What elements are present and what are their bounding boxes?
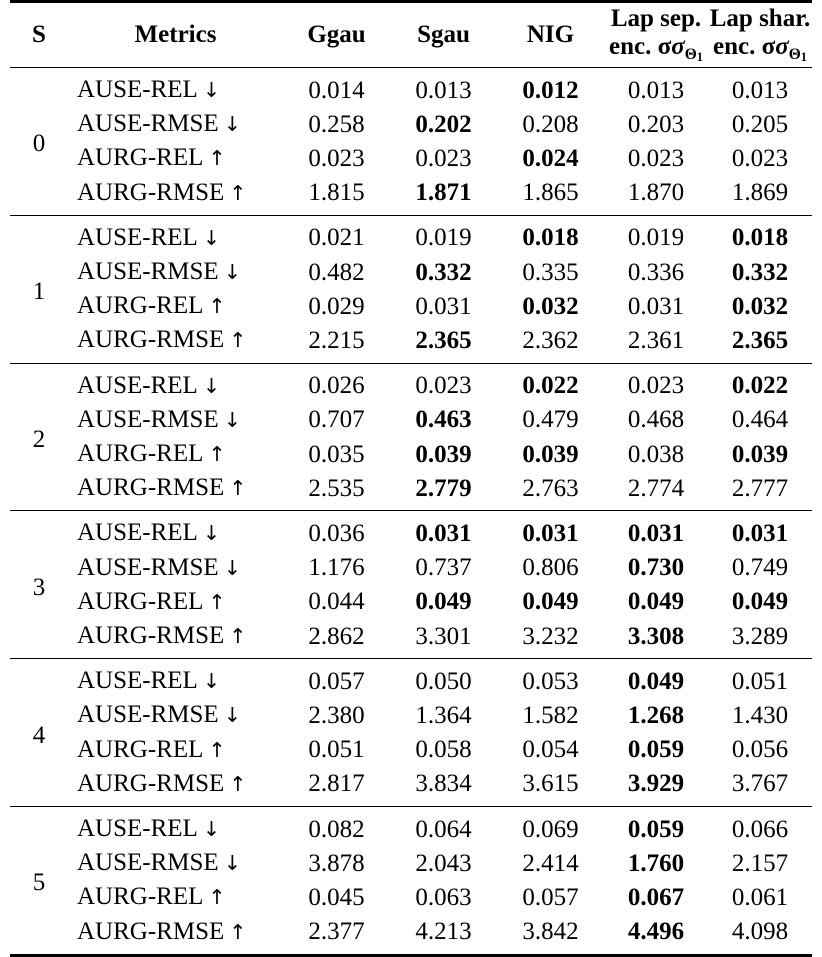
table-row xyxy=(10,364,812,403)
value-cell-sgau: 0.058 xyxy=(415,736,472,764)
value-cell-ggau: 2.215 xyxy=(308,326,365,354)
metric-label: AUSE-REL xyxy=(77,519,198,547)
value-cell-ggau: 0.026 xyxy=(308,372,365,400)
value-cell-ggau: 0.482 xyxy=(308,258,365,286)
metric-name-cell xyxy=(68,846,283,880)
metric-name-cell xyxy=(68,323,283,363)
value-cell-ggau: 2.535 xyxy=(308,474,365,502)
value-cell-ggau: 0.707 xyxy=(308,406,365,434)
column-header-ggau xyxy=(283,3,390,68)
metric-label: AUSE-RMSE xyxy=(77,110,219,138)
value-cell-lap_shar: 0.332 xyxy=(731,258,789,286)
value-cell-nig: 0.053 xyxy=(522,667,579,695)
table-row xyxy=(10,846,812,880)
column-header-lap_shar xyxy=(708,3,812,68)
value-cell-ggau: 0.057 xyxy=(308,667,365,695)
metric-name-cell xyxy=(68,880,283,914)
table-row xyxy=(10,68,812,107)
metric-label: AURG-RMSE xyxy=(77,178,225,206)
value-cell-nig: 0.022 xyxy=(522,372,579,400)
value-cell-lap_sep: 4.496 xyxy=(627,918,685,946)
table-row xyxy=(10,807,812,846)
sigma-symbol: σ xyxy=(775,33,789,61)
value-cell-lap_sep: 0.049 xyxy=(627,667,685,695)
value-cell-lap_sep: 2.361 xyxy=(627,326,685,354)
table-row xyxy=(10,915,812,956)
metric-label: AUSE-REL xyxy=(77,223,198,251)
value-cell-lap_shar: 1.430 xyxy=(731,701,789,729)
value-cell-ggau: 0.036 xyxy=(308,519,365,547)
value-cell-lap_sep: 0.059 xyxy=(627,815,685,843)
value-cell-ggau: 0.044 xyxy=(308,588,365,616)
arrow-down-icon: ↓ xyxy=(223,260,241,285)
column-header-lap_sep xyxy=(604,3,708,68)
value-cell-sgau: 0.031 xyxy=(415,519,472,547)
value-cell-lap_sep: 1.760 xyxy=(627,849,685,877)
value-cell-sgau: 0.063 xyxy=(415,883,472,911)
arrow-down-icon: ↓ xyxy=(202,373,221,398)
metric-label: AURG-RMSE xyxy=(77,474,225,502)
value-cell-ggau: 2.862 xyxy=(308,622,365,650)
value-cell-lap_sep: 1.268 xyxy=(627,701,685,729)
metric-label: AURG-REL xyxy=(77,144,204,172)
sigma-subscript-index: 1 xyxy=(696,49,703,64)
value-cell-lap_sep: 0.023 xyxy=(627,144,685,172)
table-row xyxy=(10,141,812,175)
value-cell-lap_sep: 0.023 xyxy=(627,372,685,400)
value-cell-lap_shar: 2.157 xyxy=(731,849,789,877)
metric-label: AURG-RMSE xyxy=(77,917,225,945)
metric-label: AUSE-RMSE xyxy=(77,553,219,581)
value-cell-nig: 2.763 xyxy=(522,474,579,502)
value-cell-lap_shar: 0.066 xyxy=(731,815,789,843)
value-cell-ggau: 0.035 xyxy=(308,440,365,468)
value-cell-lap_sep: 0.336 xyxy=(627,258,685,286)
severity-level-cell: 5 xyxy=(32,869,46,897)
arrow-up-icon: ↑ xyxy=(208,589,226,614)
value-cell-lap_shar: 4.098 xyxy=(731,918,789,946)
table-row xyxy=(10,255,812,289)
column-header-label: Lap sep. xyxy=(610,5,702,33)
value-cell-nig: 0.049 xyxy=(522,588,579,616)
value-cell-sgau: 3.834 xyxy=(415,770,472,798)
value-cell-nig: 0.208 xyxy=(522,110,579,138)
column-header-sublabel xyxy=(709,33,811,64)
arrow-down-icon: ↓ xyxy=(202,521,221,546)
value-cell-lap_shar: 0.023 xyxy=(731,144,789,172)
severity-level-cell: 2 xyxy=(32,425,46,453)
arrow-up-icon: ↑ xyxy=(229,328,247,353)
value-cell-nig: 0.024 xyxy=(522,144,579,172)
arrow-down-icon: ↓ xyxy=(223,703,241,728)
metric-label: AUSE-RMSE xyxy=(77,849,219,877)
metric-name-cell xyxy=(68,289,283,323)
arrow-up-icon: ↑ xyxy=(229,180,247,205)
value-cell-nig: 0.032 xyxy=(522,292,579,320)
arrow-up-icon: ↑ xyxy=(229,919,247,944)
value-cell-lap_sep: 0.049 xyxy=(627,588,685,616)
table-row xyxy=(10,216,812,255)
arrow-down-icon: ↓ xyxy=(223,112,241,137)
value-cell-sgau: 1.364 xyxy=(415,701,472,729)
column-header-sublabel xyxy=(605,33,707,64)
table-row xyxy=(10,107,812,141)
metric-name-cell xyxy=(68,619,283,659)
metric-name-cell xyxy=(68,107,283,141)
arrow-up-icon: ↑ xyxy=(208,885,226,910)
table-row xyxy=(10,471,812,511)
value-cell-lap_shar: 0.032 xyxy=(731,292,789,320)
value-cell-lap_shar: 0.049 xyxy=(731,588,789,616)
value-cell-sgau: 2.365 xyxy=(415,326,472,354)
metric-label: AUSE-REL xyxy=(77,371,198,399)
column-header-nig xyxy=(497,3,604,68)
value-cell-lap_sep: 0.031 xyxy=(627,519,685,547)
metric-name-cell xyxy=(68,915,283,956)
table-row xyxy=(10,698,812,732)
metric-label: AUSE-REL xyxy=(77,76,198,103)
value-cell-nig: 3.232 xyxy=(522,622,579,650)
value-cell-lap_shar: 2.365 xyxy=(731,326,789,354)
value-cell-lap_shar: 0.013 xyxy=(731,76,789,104)
value-cell-lap_shar: 0.051 xyxy=(731,667,789,695)
value-cell-nig: 1.865 xyxy=(522,179,579,207)
metric-label: AURG-RMSE xyxy=(77,326,225,354)
value-cell-lap_shar: 2.777 xyxy=(731,474,789,502)
metric-name-cell xyxy=(68,68,283,107)
metric-name-cell xyxy=(68,216,283,255)
column-header-label: Sgau xyxy=(417,21,470,48)
metric-label: AUSE-RMSE xyxy=(77,405,219,433)
value-cell-lap_sep: 3.929 xyxy=(627,770,685,798)
arrow-up-icon: ↑ xyxy=(208,294,226,319)
value-cell-sgau: 3.301 xyxy=(415,622,472,650)
metric-label: AUSE-REL xyxy=(77,667,198,695)
value-cell-nig: 0.057 xyxy=(522,883,579,911)
column-header-metrics xyxy=(68,3,283,68)
metric-name-cell xyxy=(68,141,283,175)
column-header-label: Ggau xyxy=(307,21,366,48)
value-cell-lap_shar: 0.749 xyxy=(731,554,789,582)
arrow-down-icon: ↓ xyxy=(202,78,221,102)
arrow-down-icon: ↓ xyxy=(202,225,221,250)
value-cell-lap_sep: 0.203 xyxy=(627,110,685,138)
value-cell-lap_sep: 0.730 xyxy=(627,554,685,582)
value-cell-lap_sep: 0.468 xyxy=(627,406,685,434)
arrow-up-icon: ↑ xyxy=(229,624,247,649)
severity-level-cell: 3 xyxy=(32,573,46,601)
severity-level-cell: 4 xyxy=(32,721,46,749)
value-cell-lap_sep: 0.019 xyxy=(627,224,685,252)
table-row xyxy=(10,585,812,619)
value-cell-sgau: 0.463 xyxy=(415,406,472,434)
metric-label: AURG-REL xyxy=(77,292,204,320)
value-cell-nig: 0.039 xyxy=(522,440,579,468)
column-header-label: Lap shar. xyxy=(709,5,811,33)
metric-name-cell xyxy=(68,437,283,471)
arrow-down-icon: ↓ xyxy=(202,817,221,842)
metric-name-cell xyxy=(68,807,283,846)
arrow-up-icon: ↑ xyxy=(229,476,247,501)
arrow-up-icon: ↑ xyxy=(208,737,226,762)
value-cell-sgau: 2.043 xyxy=(415,849,472,877)
value-cell-sgau: 0.019 xyxy=(415,224,472,252)
value-cell-ggau: 1.815 xyxy=(308,179,365,207)
metric-label: AURG-RMSE xyxy=(77,769,225,797)
value-cell-ggau: 1.176 xyxy=(308,554,365,582)
value-cell-sgau: 0.049 xyxy=(415,588,472,616)
value-cell-sgau: 0.202 xyxy=(415,110,472,138)
metric-label: AUSE-RMSE xyxy=(77,258,219,286)
table-row xyxy=(10,403,812,437)
value-cell-nig: 0.069 xyxy=(522,815,579,843)
value-cell-lap_sep: 0.067 xyxy=(627,883,685,911)
value-cell-lap_shar: 0.039 xyxy=(731,440,789,468)
value-cell-sgau: 1.871 xyxy=(415,179,472,207)
value-cell-lap_sep: 3.308 xyxy=(627,622,685,650)
value-cell-lap_sep: 0.038 xyxy=(627,440,685,468)
value-cell-sgau: 0.064 xyxy=(415,815,472,843)
value-cell-lap_shar: 0.056 xyxy=(731,736,789,764)
sigma-subscript-index: 1 xyxy=(800,49,807,64)
value-cell-lap_sep: 0.059 xyxy=(627,736,685,764)
metric-label: AURG-REL xyxy=(77,440,204,468)
severity-level-cell: 1 xyxy=(32,278,46,306)
value-cell-lap_sep: 0.013 xyxy=(627,76,685,104)
value-cell-lap_shar: 0.061 xyxy=(731,883,789,911)
value-cell-lap_sep: 1.870 xyxy=(627,179,685,207)
value-cell-nig: 1.582 xyxy=(522,701,579,729)
value-cell-nig: 0.806 xyxy=(522,554,579,582)
metric-name-cell xyxy=(68,471,283,511)
metric-label: AUSE-REL xyxy=(77,815,198,843)
metric-name-cell xyxy=(68,364,283,403)
value-cell-lap_shar: 0.205 xyxy=(731,110,789,138)
table-row xyxy=(10,767,812,807)
value-cell-lap_shar: 0.031 xyxy=(731,519,789,547)
value-cell-ggau: 0.021 xyxy=(308,224,365,252)
arrow-down-icon: ↓ xyxy=(223,851,241,876)
metric-name-cell xyxy=(68,551,283,585)
table-header-row xyxy=(10,3,812,68)
metric-name-cell xyxy=(68,698,283,732)
metric-label: AURG-REL xyxy=(77,735,204,763)
value-cell-sgau: 0.737 xyxy=(415,554,472,582)
value-cell-ggau: 2.380 xyxy=(308,701,365,729)
sigma-subscript: Θ1 xyxy=(684,45,703,64)
table-row xyxy=(10,659,812,698)
value-cell-nig: 3.842 xyxy=(522,918,579,946)
value-cell-lap_shar: 0.022 xyxy=(731,372,789,400)
metric-name-cell xyxy=(68,255,283,289)
value-cell-nig: 0.018 xyxy=(522,224,579,252)
value-cell-ggau: 0.258 xyxy=(308,110,365,138)
value-cell-nig: 0.012 xyxy=(522,76,579,104)
value-cell-sgau: 4.213 xyxy=(415,918,472,946)
value-cell-sgau: 0.023 xyxy=(415,144,472,172)
value-cell-sgau: 0.050 xyxy=(415,667,472,695)
metric-name-cell xyxy=(68,659,283,698)
value-cell-sgau: 0.023 xyxy=(415,372,472,400)
metric-name-cell xyxy=(68,511,283,550)
value-cell-ggau: 2.377 xyxy=(308,918,365,946)
value-cell-lap_shar: 0.018 xyxy=(731,224,789,252)
metric-label: AURG-REL xyxy=(77,883,204,911)
value-cell-nig: 0.054 xyxy=(522,736,579,764)
value-cell-sgau: 0.031 xyxy=(415,292,472,320)
value-cell-lap_sep: 2.774 xyxy=(627,474,685,502)
severity-level-cell: 0 xyxy=(32,130,46,158)
arrow-down-icon: ↓ xyxy=(223,407,241,432)
table-row xyxy=(10,619,812,659)
value-cell-nig: 0.479 xyxy=(522,406,579,434)
column-header-label: NIG xyxy=(526,21,575,48)
value-cell-nig: 0.031 xyxy=(522,519,579,547)
value-cell-sgau: 0.013 xyxy=(415,76,472,104)
value-cell-ggau: 0.029 xyxy=(308,292,365,320)
value-cell-ggau: 3.878 xyxy=(308,849,365,877)
value-cell-lap_sep: 0.031 xyxy=(627,292,685,320)
metric-label: AURG-RMSE xyxy=(77,622,225,650)
value-cell-ggau: 0.045 xyxy=(308,883,365,911)
table-row xyxy=(10,733,812,767)
table-row xyxy=(10,289,812,323)
value-cell-sgau: 0.332 xyxy=(415,258,472,286)
value-cell-ggau: 2.817 xyxy=(308,770,365,798)
value-cell-sgau: 2.779 xyxy=(415,474,472,502)
arrow-up-icon: ↑ xyxy=(229,771,247,796)
column-header-label: S xyxy=(32,21,46,48)
table-row xyxy=(10,511,812,550)
column-header-s xyxy=(10,3,68,68)
value-cell-nig: 2.362 xyxy=(522,326,579,354)
column-header-sublabel-text: enc. σ xyxy=(609,33,672,61)
sigma-subscript: Θ1 xyxy=(788,45,807,64)
table-row xyxy=(10,437,812,471)
value-cell-nig: 3.615 xyxy=(522,770,579,798)
arrow-up-icon: ↑ xyxy=(208,442,226,467)
arrow-down-icon: ↓ xyxy=(223,555,241,580)
column-header-sgau xyxy=(390,3,497,68)
metric-label: AURG-REL xyxy=(77,587,204,615)
results-table xyxy=(10,0,812,957)
value-cell-lap_shar: 3.767 xyxy=(731,770,789,798)
results-table-body xyxy=(10,2,812,957)
value-cell-sgau: 0.039 xyxy=(415,440,472,468)
value-cell-lap_shar: 3.289 xyxy=(731,622,789,650)
value-cell-lap_shar: 1.869 xyxy=(731,179,789,207)
value-cell-nig: 2.414 xyxy=(522,849,579,877)
metric-name-cell xyxy=(68,767,283,807)
table-row xyxy=(10,176,812,216)
table-row xyxy=(10,551,812,585)
column-header-label: Metrics xyxy=(134,21,217,48)
metric-name-cell xyxy=(68,403,283,437)
metric-name-cell xyxy=(68,176,283,216)
arrow-down-icon: ↓ xyxy=(202,669,221,694)
metric-label: AUSE-RMSE xyxy=(77,701,219,729)
value-cell-ggau: 0.082 xyxy=(308,815,365,843)
column-header-sublabel-text: enc. σ xyxy=(713,33,776,61)
metric-name-cell xyxy=(68,585,283,619)
value-cell-ggau: 0.051 xyxy=(308,736,365,764)
table-row xyxy=(10,880,812,914)
value-cell-nig: 0.335 xyxy=(522,258,579,286)
value-cell-lap_shar: 0.464 xyxy=(731,406,789,434)
metric-name-cell xyxy=(68,733,283,767)
value-cell-ggau: 0.023 xyxy=(308,144,365,172)
value-cell-ggau: 0.014 xyxy=(308,76,365,104)
arrow-up-icon: ↑ xyxy=(208,146,226,171)
table-row xyxy=(10,323,812,363)
sigma-symbol: σ xyxy=(671,33,685,61)
